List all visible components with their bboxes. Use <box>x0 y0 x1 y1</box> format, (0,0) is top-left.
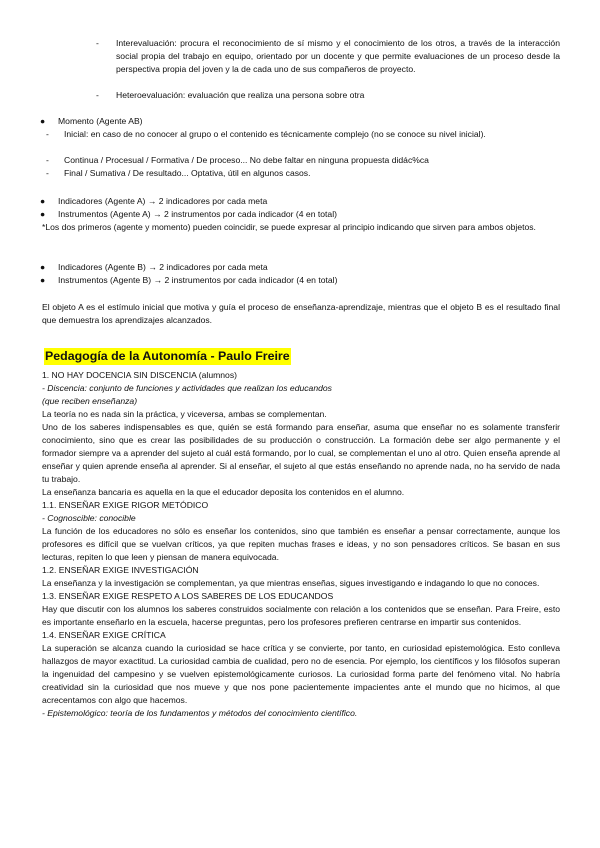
heteroevaluacion-item: Heteroevaluación: evaluación que realiza una persona sobre otra <box>116 90 365 100</box>
momento-item-continua: Continua / Procesual / Formativa / De proceso... No debe faltar en ninguna propuesta didác%ca <box>64 155 429 165</box>
indicadores-a: Indicadores (Agente A) → 2 indicadores por cada meta <box>58 196 268 206</box>
s12-paragraph: La enseñanza y la investigación se complementan, ya que mientras enseñas, sigues investigando e indagando lo que no conoces. <box>42 578 540 588</box>
momento-item-final: Final / Sumativa / De resultado... Optativa, útil en algunos casos. <box>64 168 311 178</box>
s13-heading: 1.3. ENSEÑAR EXIGE RESPETO A LOS SABERES DE LOS EDUCANDOS <box>42 591 334 601</box>
list-dash: - <box>46 129 49 139</box>
s11-definition: - Cognoscible: conocible <box>42 513 136 523</box>
section-title: Pedagogía de la Autonomía - Paulo Freire <box>45 349 290 363</box>
bullet-dot: ● <box>40 196 46 206</box>
momento-item-inicial: Inicial: en caso de no conocer al grupo o el contenido es técnicamente complejo (no se conoce su nivel inicial). <box>64 129 486 139</box>
s13-paragraph: Hay que discutir con los alumnos los saberes construidos socialmente con relación a los contenidos que se enseñan. Para Freire, esto es importante enseñarlo en la escuela, hacerse preguntas, pero los profesores prefieren centrarse en impartir sus contenidos. <box>42 604 560 627</box>
s1-paragraph-1: La teoría no es nada sin la práctica, y viceversa, ambas se complementan. <box>42 409 327 419</box>
list-dash: - <box>96 90 99 100</box>
s1-heading: 1. NO HAY DOCENCIA SIN DISCENCIA (alumnos) <box>42 370 237 380</box>
s11-heading: 1.1. ENSEÑAR EXIGE RIGOR METÓDICO <box>42 500 209 510</box>
momento-heading: Momento (Agente AB) <box>58 116 143 126</box>
list-dash: - <box>46 155 49 165</box>
objeto-paragraph: El objeto A es el estímulo inicial que motiva y guía el proceso de enseñanza-aprendizaje, mientras que el objeto B es el resultado final que demuestra los aprendizajes alcanzados. <box>42 302 560 325</box>
s12-heading: 1.2. ENSEÑAR EXIGE INVESTIGACIÓN <box>42 565 199 575</box>
agentes-note: *Los dos primeros (agente y momento) pueden coincidir, se puede expresar al principio indicando que sirven para ambos objetos. <box>42 222 536 232</box>
instrumentos-a: Instrumentos (Agente A) → 2 instrumentos por cada indicador (4 en total) <box>58 209 337 219</box>
instrumentos-b: Instrumentos (Agente B) → 2 instrumentos por cada indicador (4 en total) <box>58 275 338 285</box>
bullet-dot: ● <box>40 275 46 285</box>
list-dash: - <box>46 168 49 178</box>
s11-paragraph: La función de los educadores no sólo es enseñar los contenidos, sino que también es enseñar a pensar correctamente, aunque los profesores es difícil que se vuelvan críticos, ya que repiten muchas frases e ideas, y no son pensadores críticos. Se basan en sus lecturas, repiten lo que leen y piensan de manera equivocada. <box>42 526 560 562</box>
indicadores-b: Indicadores (Agente B) → 2 indicadores por cada meta <box>58 262 268 272</box>
s1-definition: - Discencia: conjunto de funciones y actividades que realizan los educandos (que reciben enseñanza) <box>42 383 332 406</box>
list-dash: - <box>96 38 99 48</box>
s14-definition: - Epistemológico: teoría de los fundamentos y métodos del conocimiento científico. <box>42 708 358 718</box>
freire-body <box>42 369 560 720</box>
bullet-dot: ● <box>40 209 46 219</box>
s14-paragraph: La superación se alcanza cuando la curiosidad se hace crítica y se convierte, por tanto, en curiosidad epistemológica. Esto conlleva hallazgos de mayor exactitud. La curiosidad cambia de cualidad, pero no de esencia. Por ejemplo, los científicos y los filósofos superan la ingenuidad del campesino y se vuelven epistemológicamente curiosos. La curiosidad forma parte del fenómeno vital. No habría creatividad sin la curiosidad que nos mueve y que nos pone pacientemente impacientes ante el mundo que no hicimos, al que acrecentamos con algo que hacemos. <box>42 643 560 705</box>
s14-heading: 1.4. ENSEÑAR EXIGE CRÍTICA <box>42 630 166 640</box>
bullet-dot: ● <box>40 116 46 126</box>
bullet-dot: ● <box>40 262 46 272</box>
s1-paragraph-2: Uno de los saberes indispensables es que, quién se está formando para enseñar, asuma que enseñar no es solamente transferir conocimiento, sino que es crear las posibilidades de su producción o construcción. La formación debe ser algo permanente y el formador siempre va a aprender del sujeto al cuál está formando, por lo cual, se complementan el uno al otro. Quien enseña aprende al enseñar y quien aprende enseña al aprender. Si al enseñar, el sujeto al que estás enseñando no aprende nada, no ha servido de nada tu trabajo. <box>42 422 560 484</box>
interevaluacion-item: Interevaluación: procura el reconocimiento de sí mismo y el conocimiento de los otros, a través de la interacción social propia del trabajo en equipo, orientado por un docente y que permite evaluaciones de un proceso desde la perspectiva propia del joven y la de cada uno de sus compañeros de proyecto. <box>116 38 560 74</box>
s1-paragraph-3: La enseñanza bancaria es aquella en la que el educador deposita los contenidos en el alumno. <box>42 487 405 497</box>
